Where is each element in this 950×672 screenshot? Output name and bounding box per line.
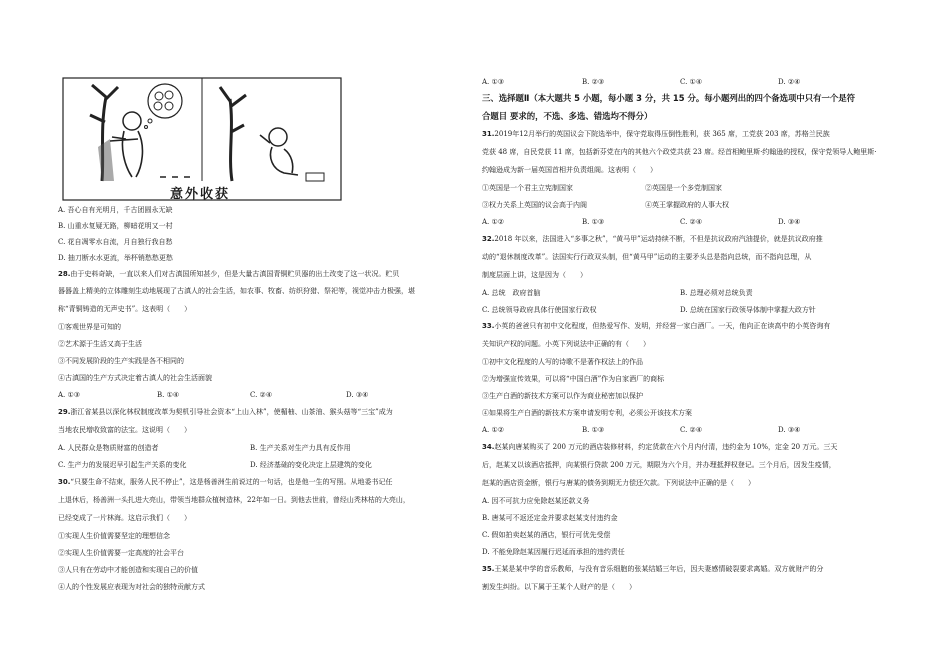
option-d: D. 经济基础的变化决定上层建筑的变化 (250, 461, 372, 469)
section-heading: 合题目 要求的，不选、多选、错选均不得分） (482, 111, 653, 121)
option-d: D. ③④ (778, 426, 801, 434)
section-heading: 三、选择题Ⅱ（本大题共 5 小题，每小题 3 分，共 15 分。每小题列出的四个备选项中只有一个是符 (482, 93, 855, 103)
question-number: 30. (58, 478, 71, 486)
option-a: A. ①③ (482, 78, 505, 86)
option-c: C. ①④ (680, 78, 703, 86)
statement-item: ①客观世界是可知的 (58, 323, 121, 331)
statement-item: ②实现人生价值需要一定高度的社会平台 (58, 549, 184, 557)
question-number: 29. (58, 408, 71, 416)
statement-item: ②为增强宣传效果，可以将“中国白酒”作为自家酒厂的商标 (482, 375, 665, 383)
option-d: D. ②④ (778, 78, 801, 86)
option-a: A. 总统 政府首脑 (482, 289, 541, 297)
question-30-line-2: 上退休后，杨善洲一头扎进大亮山，带领当地群众植树造林，22年如一日。到他去世前，曾经山秃林枯的大亮山， (58, 496, 410, 504)
question-number: 34. (482, 443, 495, 451)
statement-item: ①初中文化程度的人写的诗歌不是著作权法上的作品 (482, 358, 643, 366)
question-34-line-2: 后，赵某又以该酒店抵押，向某银行贷款 200 万元，期限为六个月，并办理抵押权登记。三个月后，因发生疫情， (482, 461, 836, 469)
option-d: D. ③④ (778, 218, 801, 226)
option-b: B. ②③ (582, 78, 605, 86)
question-32-line-3: 制度层面上讲，这是因为（ ） (482, 271, 587, 279)
option-c: C. 花自凋零水自流，月自独行我自愁 (58, 238, 173, 246)
question-35-line-2: 割发生纠纷。以下属于王某个人财产的是（ ） (482, 583, 636, 591)
option-b: B. ①④ (157, 391, 180, 399)
option-c: C. ②④ (250, 391, 273, 399)
option-c: C. ②④ (680, 218, 703, 226)
option-c: C. 总统领导政府具体行使国家行政权 (482, 306, 597, 314)
statement-item: ③不同发展阶段的生产实践是各不相同的 (58, 357, 184, 365)
statement-item: ④古滇国的生产方式决定着古滇人的社会生活面貌 (58, 374, 212, 382)
statement-item: ③生产白酒的新技术方案可以作为商业秘密加以保护 (482, 392, 643, 400)
question-number: 32. (482, 235, 495, 243)
statement-item: ④英王掌握政府的人事大权 (645, 201, 729, 209)
option-d: D. 不能免除赵某因履行迟延而承担的违约责任 (482, 548, 625, 556)
question-35-line-1: 35.王某是某中学的音乐教师，与没有音乐细胞的张某结婚三年后，因夫妻感情破裂要求离婚。双方就财产的分 (482, 565, 824, 573)
statement-item: ②英国是一个多党制国家 (645, 184, 722, 192)
option-c: C. ②④ (680, 426, 703, 434)
option-d: D. 抽刀断水水更流，举杯销愁愁更愁 (58, 254, 173, 262)
question-33-line-1: 33.小英的爸爸只有初中文化程度，但热爱写作、发明，并经营一家白酒厂。一天，他向正在读高中的小英咨询有 (482, 322, 831, 330)
question-30-line-1: 30.“只要生命不结束，服务人民不停止”，这是杨善洲生前说过的一句话，也是他一生的写照。从地委书记任 (58, 478, 393, 486)
statement-item: ①英国是一个君主立宪制国家 (482, 184, 573, 192)
option-d: D. ③④ (346, 391, 369, 399)
statement-item: ②艺术源于生活又高于生活 (58, 340, 142, 348)
question-33-line-2: 关知识产权的问题。小英下列说法中正确的有（ ） (482, 340, 650, 348)
question-29-line-2: 当地农民增收致富的法宝。这说明（ ） (58, 426, 191, 434)
statement-item: ③权力关系上英国的议会高于内阁 (482, 201, 587, 209)
question-34-line-3: 赵某的酒店资金断，银行与唐某的债务到期无力偿还欠款。下列说法中正确的是（ ） (482, 479, 755, 487)
cartoon-caption: 意外收获 (170, 187, 231, 202)
option-b: B. 山重水复疑无路，柳暗花明又一村 (58, 222, 173, 230)
statement-item: ①实现人生价值需要坚定的理想信念 (58, 532, 170, 540)
question-29-line-1: 29.浙江省某县以深化林权制度改革为契机引导社会资本“上山入林”，使楣柚、山茶油、猴头菇等“三宝”成为 (58, 408, 393, 416)
option-a: A. 人民群众是物质财富的创造者 (58, 444, 159, 452)
question-number: 28. (58, 270, 71, 278)
question-32-line-1: 32.2018 年以来，法国进入“多事之秋”，“黄马甲”运动持续不断，不但是抗议政府汽油提价，就是抗议政府推 (482, 235, 823, 243)
option-b: B. ①③ (582, 426, 605, 434)
question-number: 31. (482, 130, 495, 138)
question-31-line-3: 约翰逊成为新一届英国首相并负责组阁。这表明（ ） (482, 166, 657, 174)
option-a: A. 吾心自有光明月，千古团圆永无缺 (58, 206, 173, 214)
question-31-line-1: 31.2019年12月举行的英国议会下院选举中，保守党取得压倒性胜利，获 365 席，工党获 203 席，苏格兰民族 (482, 130, 830, 138)
question-number: 35. (482, 565, 495, 573)
option-a: A. ①② (482, 218, 505, 226)
option-d: D. 总统在国家行政领导体制中掌握大政方针 (680, 306, 816, 314)
question-28-line-2: 器器盖上精美的立体雕刻生动地展现了古滇人的社会生活，如农事、牧畜、纺织狩猎、祭祀等，视觉冲击力极强，堪 (58, 287, 415, 295)
option-a: A. 因不可抗力应免除赵某还款义务 (482, 497, 590, 505)
statement-item: ③人只有在劳动中才能创造和实现自己的价值 (58, 566, 198, 574)
question-28-line-3: 称“青铜铸造的无声史书”。这表明（ ） (58, 305, 192, 313)
option-b: B. 总理必须对总统负责 (680, 289, 753, 297)
option-a: A. ①③ (58, 391, 81, 399)
question-30-line-3: 已经变成了一片林海。这启示我们（ ） (58, 514, 191, 522)
statement-item: ④如果将生产白酒的新技术方案申请发明专利，必须公开该技术方案 (482, 409, 692, 417)
statement-item: ④人的个性发展应表现为对社会的独特贡献方式 (58, 583, 205, 591)
option-b: B. 唐某可不返还定金并要求赵某支付违约金 (482, 514, 618, 522)
option-a: A. ①② (482, 426, 505, 434)
question-28-line-1: 28.由于史料奇缺，一直以来人们对古滇国所知甚少，但是大量古滇国青铜贮贝器的出土改变了这一状况。贮贝 (58, 270, 400, 278)
option-b: B. 生产关系对生产力具有反作用 (250, 444, 351, 452)
question-32-line-2: 动的“退休制度改革”。法国实行行政双头制，但“黄马甲”运动的主要矛头总是指向总统，而不指向总理，从 (482, 253, 812, 261)
question-number: 33. (482, 322, 495, 330)
question-34-line-1: 34.赵某向唐某购买了 200 万元的酒店装修材料，约定货款在六个月内付清，违约金为 10%，定金 20 万元。三天 (482, 443, 838, 451)
option-c: C. 假如拍卖赵某的酒店，银行可优先受偿 (482, 531, 611, 539)
option-c: C. 生产力的发展迟早引起生产关系的变化 (58, 461, 187, 469)
option-b: B. ①③ (582, 218, 605, 226)
question-31-line-2: 党获 48 席，自民党获 11 席，包括新芬党在内的其他六个政党共获 23 席。经首相鲍里斯·约翰逊的授权，保守党领导人鲍里斯· (482, 148, 877, 156)
